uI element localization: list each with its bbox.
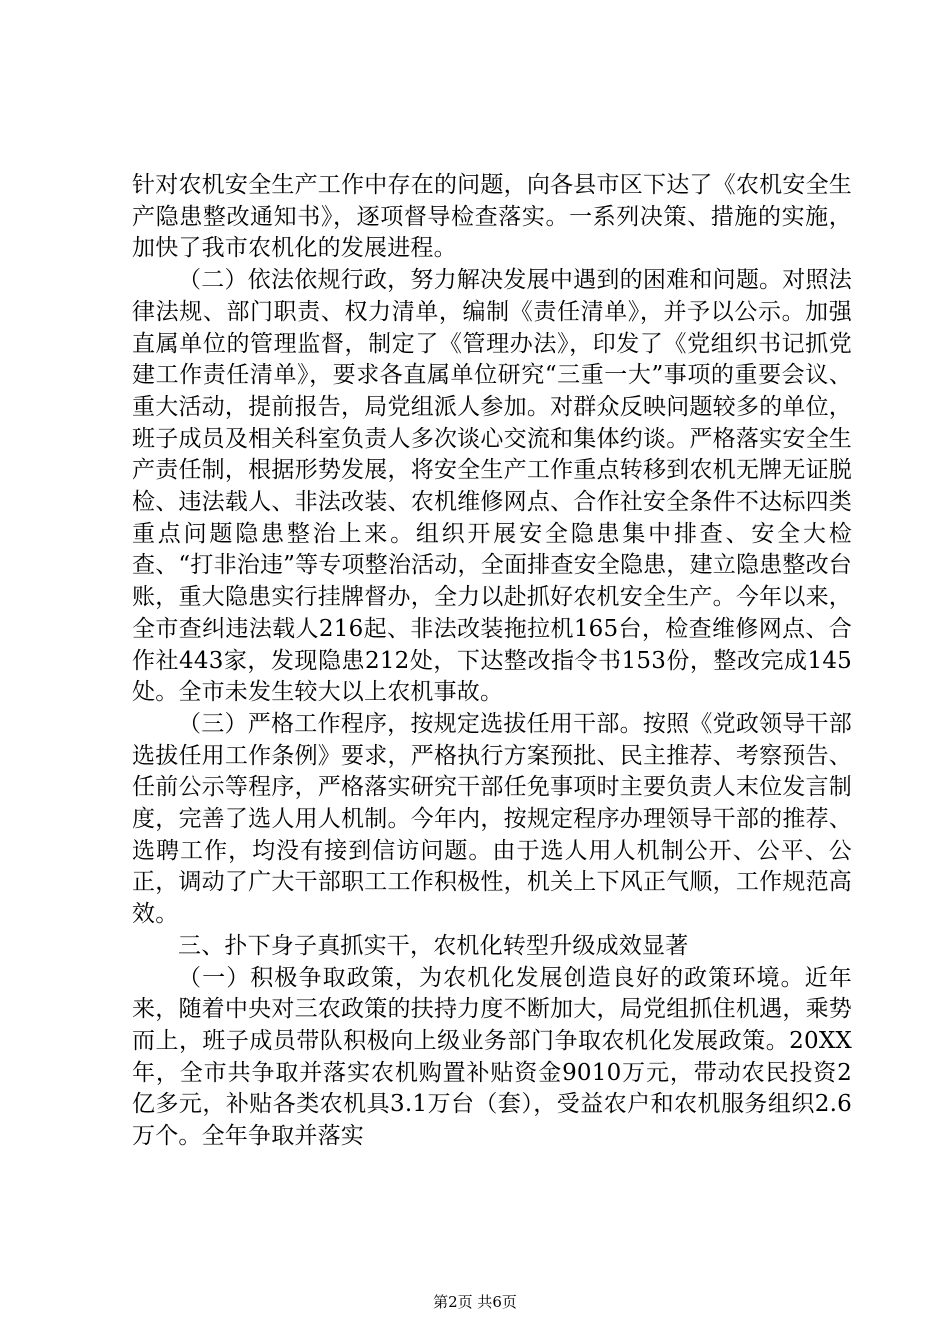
paragraph-4: （一）积极争取政策，为农机化发展创造良好的政策环境。近年来，随着中央对三农政策的扶持力度不断加大，局党组抓住机遇，乘势而上，班子成员带队积极向上级业务部门争取农机化发展政策。20XX年，全市共争取并落实农机购置补贴资金9010万元，带动农民投资2亿多元，补贴各类农机具3.1万台（套），受益农户和农机服务组织2.6万个。全年争取并落实 [132,964,852,1150]
paragraph-1: 针对农机安全生产工作中存在的问题，向各县市区下达了《农机安全生产隐患整改通知书》，逐项督导检查落实。一系列决策、措施的实施，加快了我市农机化的发展进程。 [132,172,852,262]
page-number-footer: 第2页 共6页 [433,1293,517,1311]
section-heading: 三、扑下身子真抓实干，农机化转型升级成效显著 [178,932,689,959]
document-body [132,170,852,1153]
paragraph-2: （二）依法依规行政，努力解决发展中遇到的困难和问题。对照法律法规、部门职责、权力清单，编制《责任清单》，并予以公示。加强直属单位的管理监督，制定了《管理办法》，印发了《党组织书记抓党建工作责任清单》，要求各直属单位研究“三重一大”事项的重要会议、重大活动，提前报告，局党组派人参加。对群众反映问题较多的单位，班子成员及相关科室负责人多次谈心交流和集体约谈。严格落实安全生产责任制，根据形势发展，将安全生产工作重点转移到农机无牌无证脱检、违法载人、非法改装、农机维修网点、合作社安全条件不达标四类重点问题隐患整治上来。组织开展安全隐患集中排查、安全大检查、“打非治违”等专项整治活动，全面排查安全隐患，建立隐患整改台账，重大隐患实行挂牌督办，全力以赴抓好农机安全生产。今年以来，全市查纠违法载人216起、非法改装拖拉机165台，检查维修网点、合作社443家，发现隐患212处，下达整改指令书153份，整改完成145处。全市未发生较大以上农机事故。 [132,267,852,706]
paragraph-3: （三）严格工作程序，按规定选拔任用干部。按照《党政领导干部选拔任用工作条例》要求，严格执行方案预批、民主推荐、考察预告、任前公示等程序，严格落实研究干部任免事项时主要负责人末位发言制度，完善了选人用人机制。今年内，按规定程序办理领导干部的推荐、选聘工作，均没有接到信访问题。由于选人用人机制公开、公平、公正，调动了广大干部职工工作积极性，机关上下风正气顺，工作规范高效。 [132,710,852,928]
